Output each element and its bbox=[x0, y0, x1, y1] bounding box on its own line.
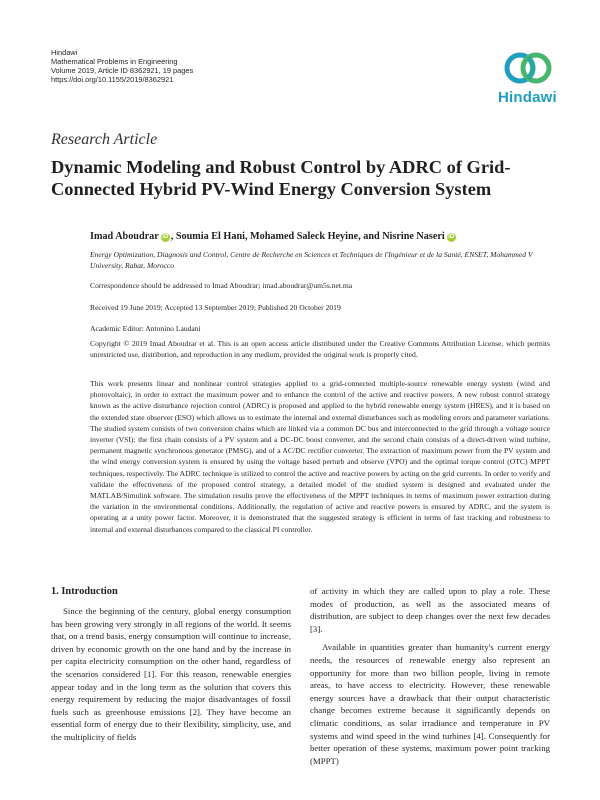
author-separator: , bbox=[170, 231, 176, 242]
hindawi-logo-text: Hindawi bbox=[498, 89, 557, 106]
academic-editor: Academic Editor: Antonino Laudani bbox=[90, 324, 201, 333]
publication-dates: Received 19 June 2019; Accepted 13 September 2019; Published 20 October 2019 bbox=[90, 303, 341, 312]
hindawi-logo-icon bbox=[498, 48, 558, 90]
authors-rest: Soumia El Hani, Mohamed Saleck Heyine, and Nisrine Naseri bbox=[175, 231, 445, 242]
affiliation: Energy Optimization, Diagnosis and Control, Centre de Recherche en Sciences et Techniques de l'Ingénieur et de la Santé, ENSET, Mohammed V University, Rabat, Morocco bbox=[90, 250, 533, 270]
abstract: This work presents linear and nonlinear control strategies applied to a grid-connected multiple-source renewable energy system (wind and photovoltaic), in order to extract the maximum power and to enhance the control of the active and reactive powers. A new robust control strategy known as the active disturbance rejection control (ADRC) is proposed and applied to the hybrid renewable energy system (HRES), and it is based on the extended state observer (ESO) which allows us to estimate the internal and external disturbances such as modeling errors and parameter variations. The studied system consists of two conversion chains which are linked via a common DC bus and interconnected to the grid through a voltage source inverter (VSI); the first chain consists of a PV system and a DC-DC boost converter, and the second chain consists of a direct-driven wind turbine, permanent magnetic synchronous generator (PMSG), and of a AC/DC rectifier converter. The extraction of maximum power from the PV system and the wind energy conversion system is ensured by using the voltage based perturb and observe (VPO) and the optimal torque control (OTC) MPPT techniques, respectively. The ADRC technique is utilized to control the active and reactive powers by acting on the grid currents. In order to verify and validate the effectiveness of the proposed control strategy, a detailed model of the studied system is designed and evaluated under the MATLAB/Simulink software. The simulation results prove the effectiveness of the MPPT techniques in terms of maximum power extraction during the variation in the environmental conditions. Additionally, the regulation of active and reactive powers is ensured by ADRC, and the system is operating at a unity power factor. Moreover, it is demonstrated that the suggested strategy is efficient in terms of fast tracking and robustness to internal and external disturbances compared to the classical PI controller. bbox=[90, 379, 550, 534]
paragraph: of activity in which they are called upon to play a role. These modes of production, as well as the associated means of distribution, are subject to deep changes over the next few decades [3]. bbox=[310, 586, 550, 634]
paragraph: Available in quantities greater than humanity's current energy needs, the resources of renewable energy also represent an opportunity for more than two billion people, living in remote areas, to have access to electricity. However, these renewable energy sources have a drawback that their output characteristic change becomes extreme because it significantly depends on climatic conditions, as solar irradiance and temperature in PV systems and wind speed in the wind turbines [4]. Consequently for better operation of these systems, maximum power point tracking (MPPT) bbox=[310, 642, 550, 766]
journal-doi[interactable]: https://doi.org/10.1155/2019/8362921 bbox=[51, 75, 174, 84]
orcid-icon[interactable]: iD bbox=[162, 234, 169, 240]
author-1: Imad Aboudrar bbox=[90, 231, 159, 242]
right-column bbox=[310, 585, 550, 767]
author-list bbox=[90, 231, 457, 242]
orcid-icon[interactable]: iD bbox=[448, 234, 455, 240]
journal-name: Mathematical Problems in Engineering bbox=[51, 57, 178, 66]
article-title: Dynamic Modeling and Robust Control by ADRC of Grid-Connected Hybrid PV-Wind Energy Conversion System bbox=[51, 157, 511, 199]
copyright-notice: Copyright © 2019 Imad Aboudrar et al. This is an open access article distributed under the Creative Commons Attribution License, which permits unrestricted use, distribution, and reproduction in any medium, provided the original work is properly cited. bbox=[90, 339, 550, 359]
correspondence: Correspondence should be addressed to Imad Aboudrar; imad.aboudrar@um5s.net.ma bbox=[90, 281, 353, 290]
hindawi-logo bbox=[498, 48, 558, 108]
section-heading-introduction: 1. Introduction bbox=[51, 586, 118, 597]
journal-volume: Volume 2019, Article ID 8362921, 19 pages bbox=[51, 66, 194, 75]
journal-publisher: Hindawi bbox=[51, 48, 78, 57]
left-column bbox=[51, 605, 291, 744]
article-type: Research Article bbox=[51, 131, 158, 148]
paragraph: Since the beginning of the century, global energy consumption has been growing very strongly in all regions of the world. It seems that, on a trend basis, energy consumption will continue to increase, driven by economic growth on the one hand and by the increase in per capita electricity consumption on the other hand, regardless of the scenarios considered [1]. For this reason, renewable energies appear today and in the long term as the solution that covers this energy requirement by reducing the major disadvantages of fossil fuels such as greenhouse emissions [2]. They have become an essential form of energy due to their flexibility, simplicity, use, and the multiplicity of fields bbox=[51, 606, 291, 742]
